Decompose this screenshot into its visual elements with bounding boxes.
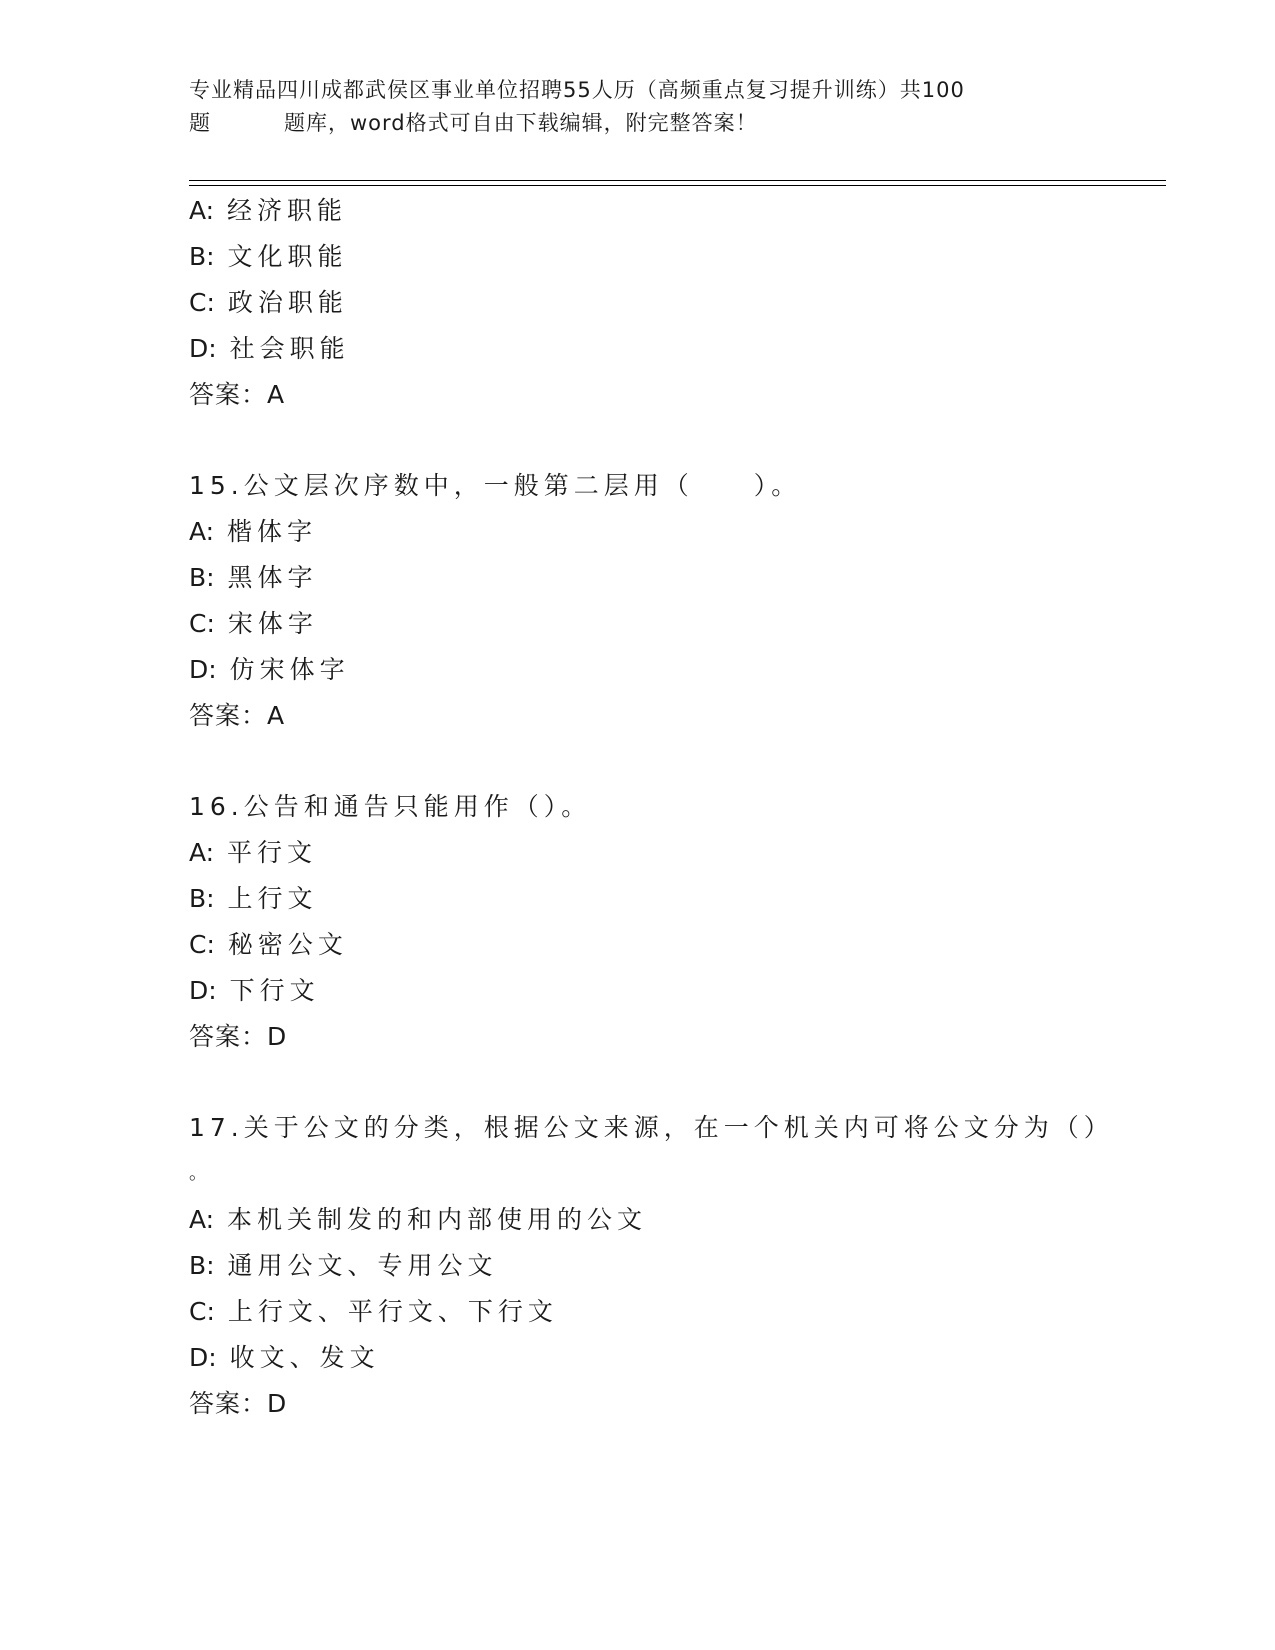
option-text: 经济职能 [227, 196, 348, 225]
header-line-2-tail: 题库，word格式可自由下载编辑，附完整答案！ [284, 111, 758, 135]
option-d: D: 仿宋体字 [189, 655, 350, 684]
question-list [189, 188, 1149, 1427]
option-a: A: 楷体字 [189, 517, 318, 546]
option-c: C: 上行文、平行文、下行文 [189, 1297, 558, 1326]
option-text: 仿宋体字 [229, 655, 350, 684]
question-16 [189, 784, 1149, 1060]
header-line-2-head: 题 [189, 111, 211, 135]
option-b: B: 文化职能 [189, 242, 348, 271]
option-d: D: 下行文 [189, 976, 320, 1005]
question-15 [189, 463, 1149, 739]
question-spacer [189, 739, 1149, 784]
option-b: B: 上行文 [189, 884, 318, 913]
option-text: 收文、发文 [229, 1343, 380, 1372]
option-text: 楷体字 [227, 517, 318, 546]
option-text: 社会职能 [229, 334, 350, 363]
option-text: 本机关制发的和内部使用的公文 [227, 1205, 648, 1234]
answer-line: 答案：A [189, 701, 286, 730]
option-text: 文化职能 [227, 242, 348, 271]
option-b: B: 通用公文、专用公文 [189, 1251, 498, 1280]
option-c: C: 宋体字 [189, 609, 318, 638]
document-header [189, 74, 1089, 140]
question-spacer [189, 1060, 1149, 1105]
option-a: A: 平行文 [189, 838, 318, 867]
option-text: 上行文 [227, 884, 318, 913]
option-text: 平行文 [227, 838, 318, 867]
option-text: 秘密公文 [227, 930, 348, 959]
question-title: 16.公告和通告只能用作（）。 [189, 792, 592, 821]
option-text: 宋体字 [227, 609, 318, 638]
option-c: C: 秘密公文 [189, 930, 348, 959]
option-d: D: 收文、发文 [189, 1343, 380, 1372]
option-text: 政治职能 [227, 288, 348, 317]
question-title-continuation: 。 [189, 1163, 212, 1184]
question-14 [189, 188, 1149, 418]
question-title [189, 1105, 1149, 1197]
option-text: 上行文、平行文、下行文 [227, 1297, 558, 1326]
header-divider-bottom [189, 185, 1166, 186]
option-d: D: 社会职能 [189, 334, 350, 363]
option-text: 黑体字 [227, 563, 318, 592]
option-a: A: 经济职能 [189, 196, 348, 225]
answer-line: 答案：A [189, 380, 286, 409]
header-divider-top [189, 180, 1166, 181]
option-text: 通用公文、专用公文 [227, 1251, 498, 1280]
option-text: 下行文 [229, 976, 320, 1005]
answer-line: 答案：D [189, 1389, 288, 1418]
option-b: B: 黑体字 [189, 563, 318, 592]
header-line-2 [189, 107, 1089, 140]
option-a: A: 本机关制发的和内部使用的公文 [189, 1205, 648, 1234]
question-spacer [189, 418, 1149, 463]
answer-line: 答案：D [189, 1022, 288, 1051]
option-c: C: 政治职能 [189, 288, 348, 317]
question-17 [189, 1105, 1149, 1427]
question-title-text: 17.关于公文的分类，根据公文来源，在一个机关内可将公文分为（） [189, 1113, 1114, 1142]
header-line-1: 专业精品四川成都武侯区事业单位招聘55人历（高频重点复习提升训练）共100 [189, 78, 965, 102]
question-title: 15.公文层次序数中，一般第二层用（ ）。 [189, 471, 802, 500]
